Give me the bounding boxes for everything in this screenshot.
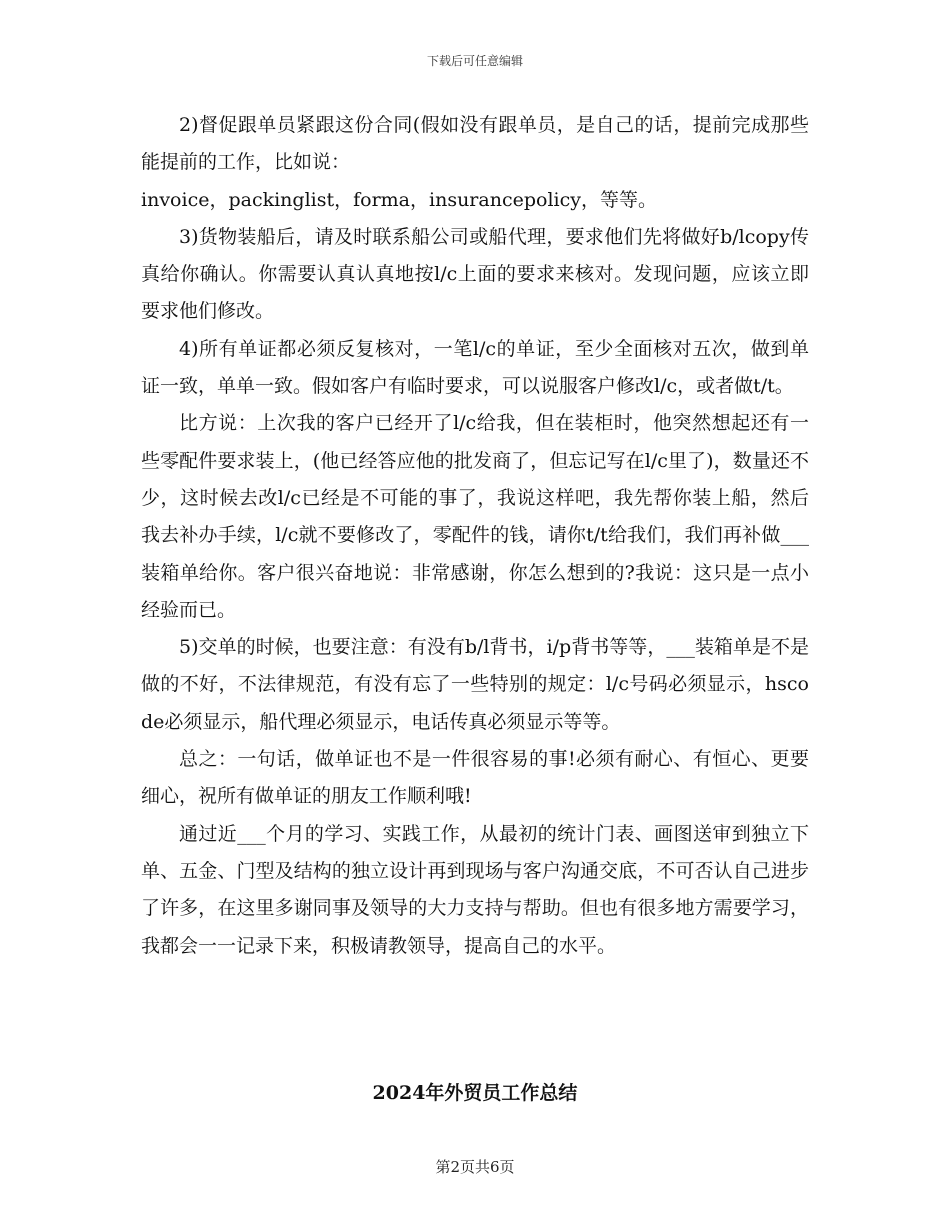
paragraph-item-4: 4)所有单证都必须反复核对，一笔l/c的单证，至少全面核对五次，做到单证一致，单单一致。假如客户有临时要求，可以说服客户修改l/c，或者做t/t。 — [141, 337, 809, 398]
paragraph-reflection: 通过近___个月的学习、实践工作，从最初的统计门表、画图送审到独立下单、五金、门型及结构的独立设计再到现场与客户沟通交底，不可否认自己进步了许多，在这里多谢同事及领导的大力支持与帮助。但也有很多地方需要学习，我都会一一记录下来，积极请教领导，提高自己的水平。 — [141, 822, 809, 957]
paragraph-summary: 总之：一句话，做单证也不是一件很容易的事!必须有耐心、有恒心、更要细心，祝所有做单证的朋友工作顺利哦! — [141, 748, 809, 808]
page-number: 第2页共6页 — [435, 1158, 515, 1176]
paragraph-item-5: 5)交单的时候，也要注意：有没有b/l背书，i/p背书等等，___装箱单是不是做的不好，不法律规范，有没有忘了一些特别的规定：l/c号码必须显示，hscode必须显示，船代理必须显示，电话传真必须显示等等。 — [141, 636, 809, 733]
document-body — [141, 107, 809, 965]
paragraph-example: 比方说：上次我的客户已经开了l/c给我，但在装柜时，他突然想起还有一些零配件要求装上，(他已经答应他的批发商了，但忘记写在l/c里了)，数量还不少，这时候去改l/c已经是不可能的事了，我说这样吧，我先帮你装上船，然后我去补办手续，l/c就不要修改了，零配件的钱，请你t/t给我们，我们再补做___装箱单给你。客户很兴奋地说：非常感谢，你怎么想到的?我说：这只是一点小经验而已。 — [141, 412, 809, 621]
paragraph-item-3: 3)货物装船后，请及时联系船公司或船代理，要求他们先将做好b/lcopy传真给你确认。你需要认真认真地按l/c上面的要求来核对。发现问题，应该立即要求他们修改。 — [141, 225, 809, 323]
section-title: 2024年外贸员工作总结 — [372, 1082, 578, 1104]
paragraph-item-2: 2)督促跟单员紧跟这份合同(假如没有跟单员，是自己的话，提前完成那些能提前的工作，比如说： — [141, 114, 809, 174]
paragraph-document-list: invoice，packinglist，forma，insurancepolicy，等等。 — [141, 188, 657, 211]
page-header: 下载后可任意编辑 — [426, 54, 523, 68]
